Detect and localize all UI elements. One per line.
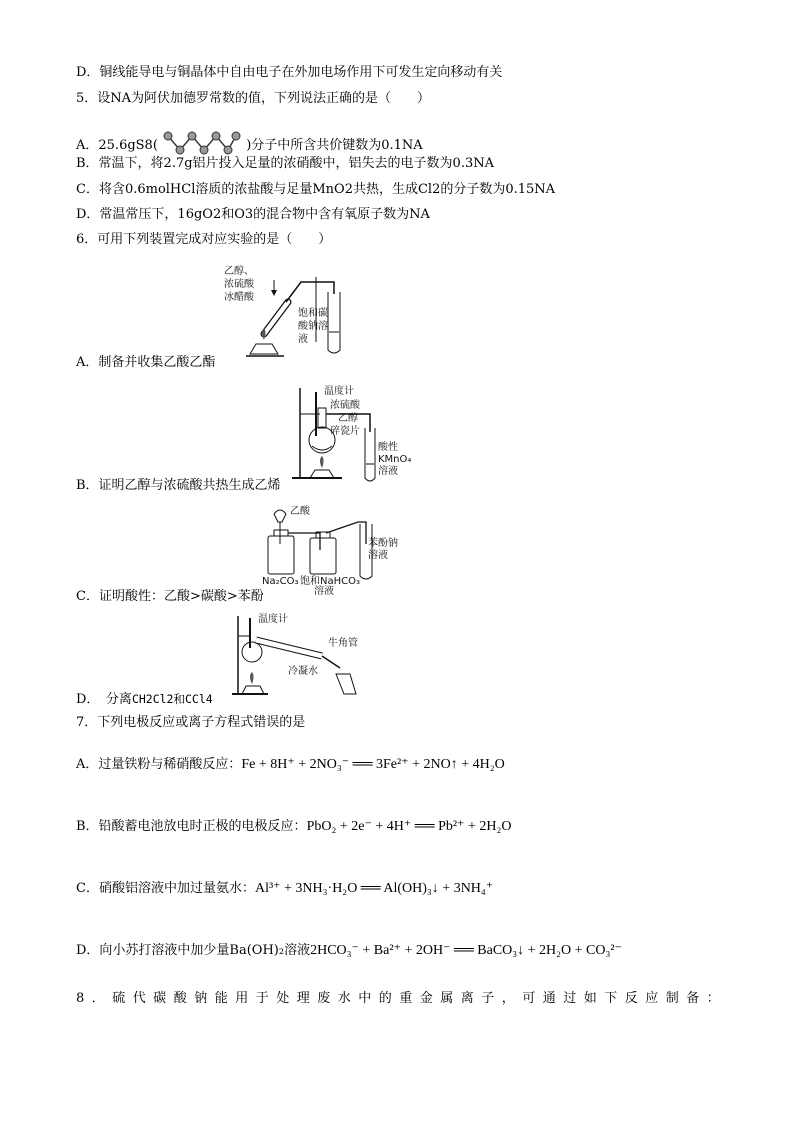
apparatus-c xyxy=(262,504,402,597)
q5-option-d: D．常温常压下，16gO2和O3的混合物中含有氧原子数为NA xyxy=(76,207,430,222)
q7-stem: 7．下列电极反应或离子方程式错误的是 xyxy=(76,715,306,730)
diag-c-tube-label-2: 溶液 xyxy=(368,550,388,561)
q6d-pre: D． 分离 xyxy=(76,692,132,707)
q5-option-c: C．将含0.6molHCl溶质的浓盐酸与足量MnO2共热，生成Cl2的分子数为0.15NA xyxy=(76,182,556,197)
diag-b-receiver-2: KMnO₄ xyxy=(378,454,412,465)
diag-b-receiver-3: 溶液 xyxy=(378,466,398,477)
q7d-pre: D．向小苏打溶液中加少量Ba(OH)₂溶液 xyxy=(76,943,311,958)
diag-c-funnel-label: 乙酸 xyxy=(290,506,310,517)
apparatus-d xyxy=(232,612,372,698)
q7-option-c xyxy=(76,880,493,898)
diag-b-reagent-3: 碎瓷片 xyxy=(330,426,360,437)
diag-b-receiver-1: 酸性 xyxy=(378,442,398,453)
q7-option-d xyxy=(76,942,622,960)
diag-c-bottle2-label-2: 溶液 xyxy=(314,586,334,597)
q7a-equation: Fe + 8H⁺ + 2NO₃⁻ ══ 3Fe²⁺ + 2NO↑ + 4H₂O xyxy=(241,757,505,772)
q7b-equation: PbO₂ + 2e⁻ + 4H⁺ ══ Pb²⁺ + 2H₂O xyxy=(306,819,512,834)
q7c-pre: C．硝酸铝溶液中加过量氨水： xyxy=(76,881,255,896)
q4-option-d: D．铜线能导电与铜晶体中自由电子在外加电场作用下可发生定向移动有关 xyxy=(76,65,503,80)
q8-stem: 8．硫代碳酸钠能用于处理废水中的重金属离子，可通过如下反应制备： xyxy=(76,991,728,1006)
q7-option-a xyxy=(76,756,505,774)
q6d-formula: CH2Cl2和CCl4 xyxy=(131,692,213,706)
diag-a-reagent-2: 浓硫酸 xyxy=(224,279,254,290)
q7a-pre: A．过量铁粉与稀硝酸反应： xyxy=(76,757,242,772)
q6-option-b: B．证明乙醇与浓硫酸共热生成乙烯 xyxy=(76,478,281,493)
q5a-pre: A．25.6gS8( xyxy=(76,138,158,153)
diag-d-adapter-label: 牛角管 xyxy=(328,638,358,649)
q6-stem: 6．可用下列装置完成对应实验的是（ ） xyxy=(76,232,332,247)
diag-d-water-label: 冷凝水 xyxy=(288,666,318,677)
q6-option-d xyxy=(76,690,213,709)
q5a-post: )分子中所含共价键数为0.1NA xyxy=(246,138,423,153)
diag-c-tube-label-1: 苯酚钠 xyxy=(368,538,398,549)
diag-b-reagent-2: 乙醇 xyxy=(338,413,358,424)
q5-option-a xyxy=(76,130,423,156)
diag-a-reagent-3: 冰醋酸 xyxy=(224,292,254,303)
q5-option-b: B．常温下，将2.7g铝片投入足量的浓硝酸中，铝失去的电子数为0.3NA xyxy=(76,156,494,171)
apparatus-a xyxy=(224,262,346,360)
q6-option-a: A．制备并收集乙酸乙酯 xyxy=(76,355,216,370)
diag-b-reagent-1: 浓硫酸 xyxy=(330,400,360,411)
q7c-equation: Al³⁺ + 3NH₃·H₂O ══ Al(OH)₃↓ + 3NH₄⁺ xyxy=(254,881,494,896)
diag-c-bottle2-label-1: 饱和NaHCO₃ xyxy=(300,576,360,587)
q7b-pre: B．铅酸蓄电池放电时正极的电极反应： xyxy=(76,819,307,834)
q6-option-c: C．证明酸性：乙酸>碳酸>苯酚 xyxy=(76,589,264,604)
diag-b-thermometer-label: 温度计 xyxy=(324,386,354,397)
q5-stem: 5．设NA为阿伏加德罗常数的值，下列说法正确的是（ ） xyxy=(76,91,431,106)
apparatus-b xyxy=(292,384,422,484)
diag-a-reagent-1: 乙醇、 xyxy=(224,266,254,277)
diag-c-bottle1-label: Na₂CO₃ xyxy=(262,576,299,587)
diag-a-receiver-3: 液 xyxy=(298,334,308,345)
q7d-equation: 2HCO₃⁻ + Ba²⁺ + 2OH⁻ ══ BaCO₃↓ + 2H₂O + CO₃²⁻ xyxy=(310,943,622,958)
diag-d-thermometer-label: 温度计 xyxy=(258,614,288,625)
diag-a-receiver-1: 饱和碳 xyxy=(298,308,328,319)
diag-a-receiver-2: 酸钠溶 xyxy=(298,321,328,332)
q7-option-b xyxy=(76,818,511,836)
s8-ring-icon xyxy=(162,130,242,156)
